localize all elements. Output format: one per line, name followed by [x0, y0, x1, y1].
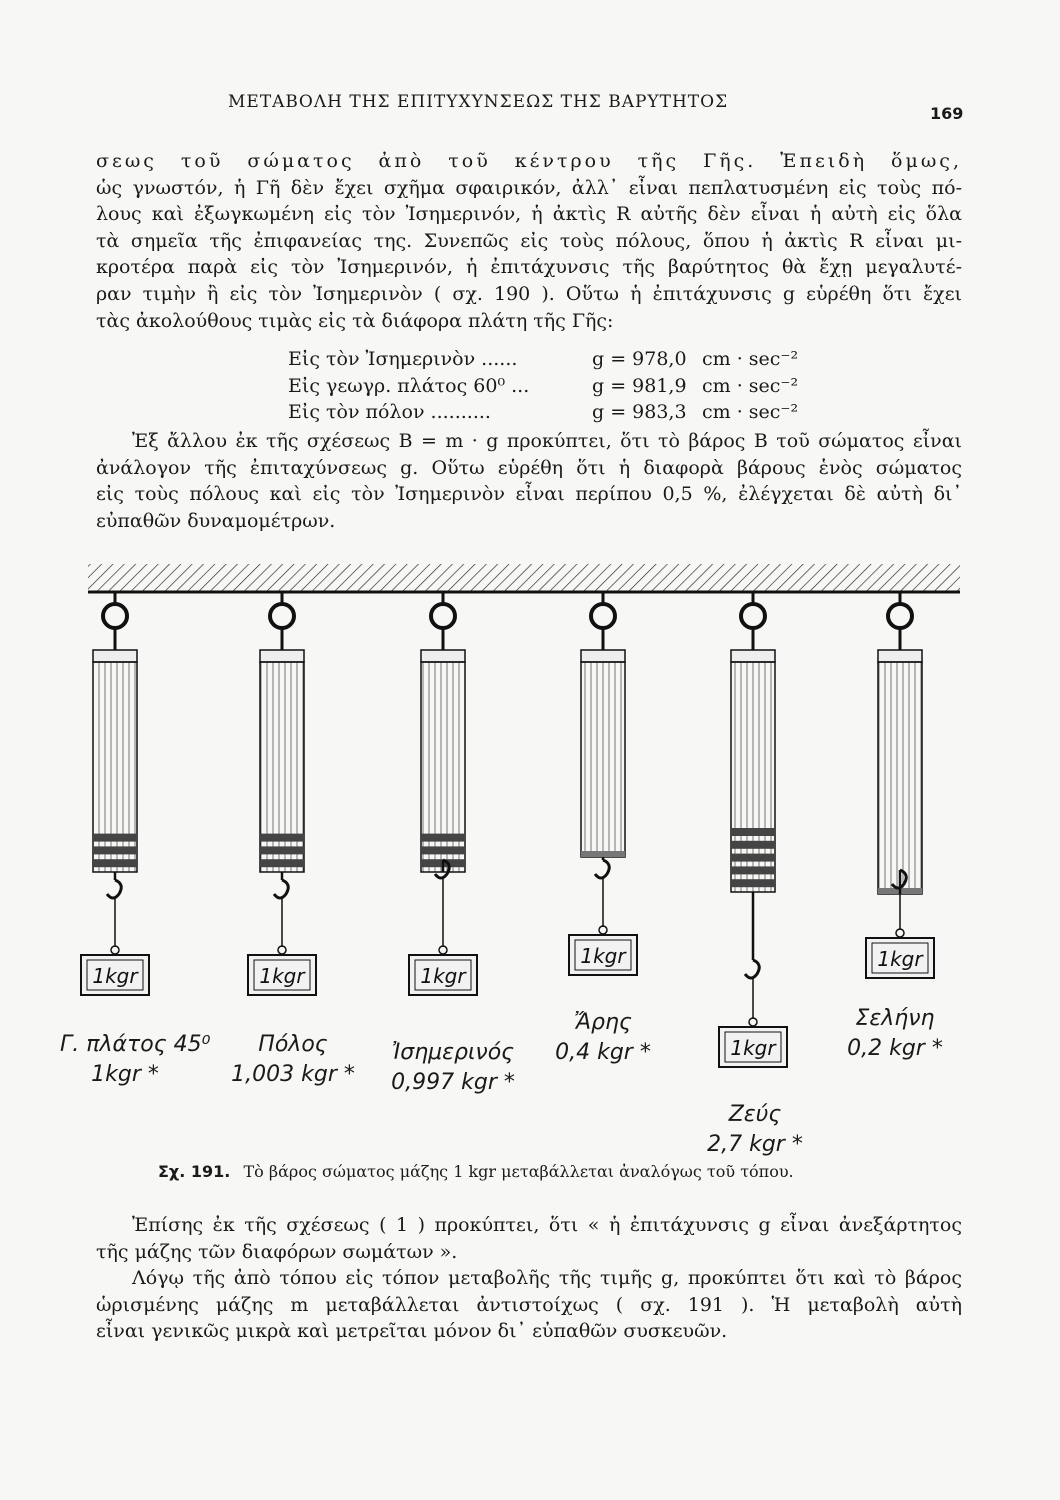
scale-cap: [260, 650, 304, 662]
hanger-ring: [431, 604, 455, 628]
mass-label: 1kgr: [580, 944, 626, 968]
scale-band: [731, 828, 775, 836]
scale-band: [731, 841, 775, 849]
page-header: [0, 92, 1060, 122]
paragraph-2: [96, 428, 962, 534]
scale-band: [731, 879, 775, 887]
scales-layer: [81, 592, 934, 1067]
scale-band: [731, 854, 775, 862]
scale-place: Ἰσημερινός: [391, 1040, 515, 1065]
scale-band: [260, 834, 304, 842]
value-row: [288, 399, 842, 426]
mass-label: 1kgr: [420, 964, 466, 988]
text-line: ραν τιμὴν ἢ εἰς τὸν Ἰσημερινὸν ( σχ. 190 ). Οὕτω ἡ ἐπιτάχυνσις g εὑρέθη ὅτι ἔχει: [96, 282, 962, 305]
scale-weight: 2,7 kgr *: [707, 1132, 803, 1157]
paragraph-3: [96, 1212, 962, 1345]
ceiling-hatch: [88, 564, 960, 592]
scale-place: Πόλος: [258, 1032, 328, 1057]
scale-band: [731, 866, 775, 874]
value-unit: cm · sec⁻²: [702, 348, 799, 370]
running-title: ΜΕΤΑΒΟΛΗ ΤΗΣ ΕΠΙΤΥΧΥΝΣΕΩΣ ΤΗΣ ΒΑΡΥΤΗΤΟΣ: [228, 92, 729, 112]
hook-icon: [745, 960, 759, 978]
caption-text: Τὸ βάρος σώματος μάζης 1 kgr μεταβάλλεται ἀναλόγως τοῦ τόπου.: [243, 1162, 794, 1181]
text-line: Λόγῳ τῆς ἀπὸ τόπου εἰς τόπον μεταβολῆς τῆς τιμῆς g, προκύπτει ὅτι καὶ τὸ βάρος: [132, 1267, 962, 1290]
text-line: ὡρισμένης μάζης m μεταβάλλεται ἀντιστοίχως ( σχ. 191 ). Ἡ μεταβολὴ αὐτὴ: [96, 1293, 962, 1316]
text-line: ἀνάλογον τῆς ἐπιταχύνσεως g. Οὕτω εὑρέθη ὅτι ἡ διαφορὰ βάρους ἑνὸς σώματος: [96, 456, 962, 479]
scale-label-jupiter: [690, 1100, 820, 1160]
scale-body: [581, 662, 625, 857]
scale-band: [421, 846, 465, 854]
mass-eye: [599, 926, 607, 934]
scale-place: Ἄρης: [574, 1010, 632, 1035]
text-line: Ἐξ ἄλλου ἐκ τῆς σχέσεως B = m · g προκύπτει, ὅτι τὸ βάρος B τοῦ σώματος εἶναι: [132, 430, 962, 452]
mass-label: 1kgr: [259, 964, 305, 988]
scale-label-equator: [378, 1038, 528, 1098]
paragraph-1: [96, 148, 962, 334]
spring-scale: [409, 592, 477, 995]
value-label: Εἰς γεωγρ. πλάτος 60⁰ ...: [288, 374, 530, 397]
page-number: 169: [930, 104, 964, 123]
scale-label-mars: [538, 1008, 668, 1068]
value-row: [288, 346, 842, 373]
scale-band: [260, 846, 304, 854]
value-row: [288, 373, 842, 400]
hanger-ring: [591, 604, 615, 628]
scale-band: [421, 834, 465, 842]
scale-band: [93, 859, 137, 867]
scale-body: [878, 662, 922, 894]
text-line: τῆς μάζης τῶν διαφόρων σωμάτων ».: [96, 1240, 458, 1263]
scale-cap: [421, 650, 465, 662]
mass-eye: [896, 929, 904, 937]
hook-icon: [595, 860, 609, 878]
mass-eye: [439, 946, 447, 954]
text-line: εὐπαθῶν δυναμομέτρων.: [96, 509, 336, 532]
text-line: τὰς ἀκολούθους τιμὰς εἰς τὰ διάφορα πλάτη τῆς Γῆς:: [96, 309, 614, 332]
mass-eye: [749, 1018, 757, 1026]
figure-caption: [158, 1162, 794, 1181]
mass-eye: [278, 946, 286, 954]
scale-label-moon: [830, 1004, 960, 1064]
scale-cap: [93, 650, 137, 662]
scale-weight: 0,2 kgr *: [847, 1036, 943, 1061]
value-g: g = 978,0: [592, 348, 687, 370]
text-line: κροτέρα παρὰ εἰς τὸν Ἰσημερινόν, ἡ ἐπιτάχυνσις τῆς βαρύτητος θὰ ἔχῃ μεγαλυτέ-: [96, 256, 962, 279]
text-line: τὰ σημεῖα τῆς ἐπιφανείας της. Συνεπῶς εἰς τοὺς πόλους, ὅπου ἡ ἀκτὶς R εἶναι μι-: [96, 229, 962, 252]
scale-band: [581, 851, 625, 857]
scale-cap: [581, 650, 625, 662]
text-line: λους καὶ ἐξωγκωμένη εἰς τὸν Ἰσημερινόν, ἡ ἀκτὶς R αὐτῆς δὲν εἶναι ἡ αὐτὴ εἰς ὅλα: [96, 203, 962, 226]
scale-place: Γ. πλάτος 45⁰: [60, 1032, 211, 1057]
figure-spring-scales: [60, 560, 960, 1160]
hanger-ring: [270, 604, 294, 628]
hanger-ring: [741, 604, 765, 628]
text-line: σεως τοῦ σώματος ἀπὸ τοῦ κέντρου τῆς Γῆς. Ἐπειδὴ ὅμως,: [96, 150, 962, 172]
scale-band: [93, 846, 137, 854]
text-line: ὡς γνωστόν, ἡ Γῆ δὲν ἔχει σχῆμα σφαιρικόν, ἀλλ᾽ εἶναι πεπλατυσμένη εἰς τοὺς πό-: [96, 176, 962, 199]
scale-place: Σελήνη: [855, 1006, 935, 1031]
value-label: Εἰς τὸν Ἰσημερινὸν ......: [288, 348, 518, 370]
value-label: Εἰς τὸν πόλον ..........: [288, 401, 491, 424]
mass-label: 1kgr: [92, 964, 138, 988]
text-line: εἰς τοὺς πόλους καὶ εἰς τὸν Ἰσημερινὸν εἶναι περίπου 0,5 %, ἐλέγχεται δὲ αὐτὴ δι᾽: [96, 483, 962, 506]
hanger-ring: [888, 604, 912, 628]
scale-cap: [878, 650, 922, 662]
scale-weight: 1kgr *: [91, 1062, 159, 1087]
scale-band: [93, 834, 137, 842]
mass-label: 1kgr: [730, 1036, 776, 1060]
scale-cap: [731, 650, 775, 662]
spring-scale: [569, 592, 637, 975]
value-g: g = 983,3: [592, 401, 687, 424]
scale-weight: 0,4 kgr *: [555, 1040, 651, 1065]
mass-label: 1kgr: [877, 947, 923, 971]
gravity-values-table: [288, 346, 842, 426]
spring-scale: [719, 592, 787, 1067]
scale-label-pole: [218, 1030, 368, 1090]
scale-place: Ζεύς: [728, 1102, 782, 1127]
value-g: g = 981,9: [592, 374, 687, 397]
spring-scale: [248, 592, 316, 995]
mass-eye: [111, 946, 119, 954]
scale-label-latitude45: [60, 1030, 211, 1090]
scale-weight: 1,003 kgr *: [231, 1062, 355, 1087]
spring-scale: [81, 592, 149, 995]
hook-icon: [274, 880, 288, 898]
spring-scale: [866, 592, 934, 978]
value-unit: cm · sec⁻²: [702, 401, 799, 424]
caption-label: Σχ. 191.: [158, 1162, 231, 1181]
text-line: Ἐπίσης ἐκ τῆς σχέσεως ( 1 ) προκύπτει, ὅτι « ἡ ἐπιτάχυνσις g εἶναι ἀνεξάρτητος: [132, 1214, 962, 1236]
hook-icon: [107, 880, 121, 898]
scale-weight: 0,997 kgr *: [391, 1070, 515, 1095]
scale-band: [260, 859, 304, 867]
value-unit: cm · sec⁻²: [702, 374, 799, 397]
hanger-ring: [103, 604, 127, 628]
text-line: εἶναι γενικῶς μικρὰ καὶ μετρεῖται μόνον δι᾽ εὐπαθῶν συσκευῶν.: [96, 1320, 728, 1343]
